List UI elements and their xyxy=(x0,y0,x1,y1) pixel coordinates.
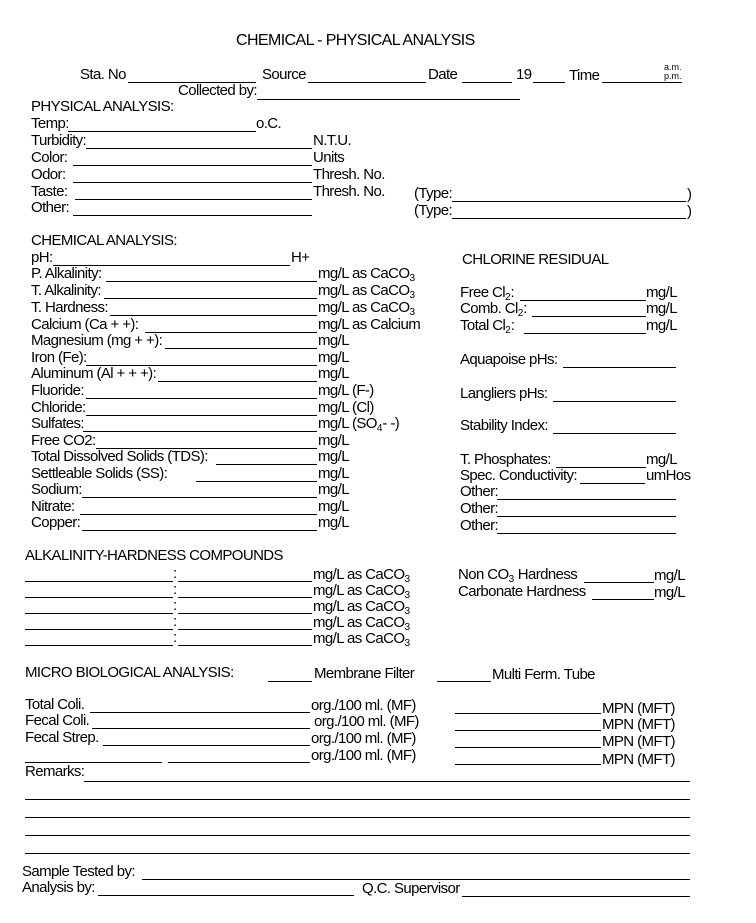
iron-unit: mg/L xyxy=(318,349,349,366)
odor-label: Odor: xyxy=(31,166,66,183)
type-line-1[interactable] xyxy=(452,201,686,202)
other-label: Other: xyxy=(31,199,70,216)
t-alkalinity-label: T. Alkalinity: xyxy=(31,282,101,299)
remarks-line-1[interactable] xyxy=(84,781,690,782)
other-line-2[interactable] xyxy=(497,516,676,517)
carbonate-line[interactable] xyxy=(592,599,654,600)
total-coli-mpn-line[interactable] xyxy=(455,713,601,714)
total-coli-mpn: MPN (MFT) xyxy=(602,700,675,717)
carbonate-unit: mg/L xyxy=(654,584,685,601)
calcium-label: Calcium (Ca + +): xyxy=(31,316,139,333)
langliers-label: Langliers pHs: xyxy=(460,385,548,402)
sodium-line[interactable] xyxy=(82,497,317,498)
temp-line[interactable] xyxy=(68,131,256,132)
color-label: Color: xyxy=(31,149,68,166)
fecal-strep-label: Fecal Strep. xyxy=(25,729,99,746)
chloride-label: Chloride: xyxy=(31,399,86,416)
chlorine-heading: CHLORINE RESIDUAL xyxy=(462,251,609,268)
t-phosphates-unit: mg/L xyxy=(646,451,677,468)
magnesium-label: Magnesium (mg + +): xyxy=(31,332,163,349)
year-label: 19 xyxy=(516,66,532,83)
year-line[interactable] xyxy=(533,82,565,83)
free-cl2-unit: mg/L xyxy=(646,284,677,301)
sulfates-unit: mg/L ($SO_4-$ -) xyxy=(318,415,400,434)
other-label-3: Other: xyxy=(460,517,499,534)
taste-line[interactable] xyxy=(75,199,312,200)
time-line[interactable] xyxy=(602,82,682,83)
ss-label: Settleable Solids (SS): xyxy=(31,465,168,482)
non-co3-label: Non $CO_3$ Hardness xyxy=(458,566,578,585)
taste-unit: Thresh. No. xyxy=(313,183,385,200)
ss-line[interactable] xyxy=(196,481,317,482)
remarks-line-5[interactable] xyxy=(25,853,690,854)
t-phosphates-label: T. Phosphates: xyxy=(460,451,551,468)
p-alkalinity-label: P. Alkalinity: xyxy=(31,265,102,282)
aluminum-unit: mg/L xyxy=(318,365,349,382)
type-line-2[interactable] xyxy=(452,218,686,219)
alk-hard-heading: ALKALINITY-HARDNESS COMPOUNDS xyxy=(25,547,283,564)
carbonate-label: Carbonate Hardness xyxy=(458,583,586,600)
other-line-3[interactable] xyxy=(497,533,676,534)
type-label-1: (Type: xyxy=(414,185,453,202)
magnesium-unit: mg/L xyxy=(318,332,349,349)
compound-colon-5: : xyxy=(173,629,177,646)
sulfates-line[interactable] xyxy=(83,431,317,432)
langliers-line[interactable] xyxy=(553,401,676,402)
odor-unit: Thresh. No. xyxy=(313,166,385,183)
comb-cl2-unit: mg/L xyxy=(646,300,677,317)
sodium-label: Sodium: xyxy=(31,481,82,498)
compound-unit-4: mg/L as CaCO$_3$ xyxy=(313,614,411,633)
total-coli-label: Total Coli. xyxy=(25,696,85,713)
remarks-line-3[interactable] xyxy=(25,817,690,818)
pm-label: p.m. xyxy=(664,71,682,81)
compound-line-4b[interactable] xyxy=(178,629,312,630)
compound-line-5a[interactable] xyxy=(25,645,173,646)
magnesium-line[interactable] xyxy=(165,348,317,349)
compound-colon-1: : xyxy=(173,565,177,582)
type-close-2: ) xyxy=(687,203,692,220)
multi-line[interactable] xyxy=(437,681,491,682)
aquapoise-line[interactable] xyxy=(563,367,676,368)
p-alkalinity-unit: mg/L as CaCO$_3$ xyxy=(318,265,416,284)
compound-unit-2: mg/L as CaCO$_3$ xyxy=(313,582,411,601)
tds-unit: mg/L xyxy=(318,448,349,465)
turbidity-label: Turbidity: xyxy=(31,132,87,149)
fecal-strep-unit: org./100 ml. (MF) xyxy=(311,730,416,747)
compound-line-2b[interactable] xyxy=(178,597,312,598)
remarks-line-4[interactable] xyxy=(25,835,690,836)
membrane-label: Membrane Filter xyxy=(314,665,415,682)
time-label: Time xyxy=(569,67,600,84)
blank-row-unit: org./100 ml. (MF) xyxy=(311,747,416,764)
spec-cond-line[interactable] xyxy=(580,483,645,484)
fecal-strep-mpn-line[interactable] xyxy=(455,747,601,748)
comb-cl2-line[interactable] xyxy=(532,316,646,317)
sodium-unit: mg/L xyxy=(318,481,349,498)
t-hardness-label: T. Hardness: xyxy=(31,299,108,316)
fecal-coli-unit: org./100 ml. (MF) xyxy=(314,713,419,730)
type-close-1: ) xyxy=(687,186,692,203)
odor-line[interactable] xyxy=(73,182,312,183)
sulfates-label: Sulfates: xyxy=(31,415,84,432)
t-alkalinity-line[interactable] xyxy=(104,298,317,299)
aluminum-label: Aluminum (Al + + +): xyxy=(31,365,157,382)
compound-unit-3: mg/L as CaCO$_3$ xyxy=(313,598,411,617)
free-cl2-label: Free $Cl_2$: xyxy=(460,284,515,303)
fecal-coli-line[interactable] xyxy=(92,728,310,729)
other-line-1[interactable] xyxy=(497,499,676,500)
free-co2-label: Free CO2: xyxy=(31,432,96,449)
compound-line-3a[interactable] xyxy=(25,613,173,614)
t-hardness-unit: mg/L as CaCO$_3$ xyxy=(318,299,416,318)
physical-heading: PHYSICAL ANALYSIS: xyxy=(31,98,174,115)
qc-supervisor-line[interactable] xyxy=(462,896,690,897)
qc-supervisor-label: Q.C. Supervisor xyxy=(362,880,460,897)
total-cl2-label: Total $Cl_2$: xyxy=(460,317,515,336)
calcium-unit: mg/L as Calcium xyxy=(318,316,421,333)
page-title: CHEMICAL - PHYSICAL ANALYSIS xyxy=(236,32,475,49)
compound-colon-2: : xyxy=(173,581,177,598)
aquapoise-label: Aquapoise pHs: xyxy=(460,351,558,368)
ph-unit: H+ xyxy=(291,249,310,266)
other-line[interactable] xyxy=(73,215,312,216)
total-coli-unit: org./100 ml. (MF) xyxy=(311,697,416,714)
stability-line[interactable] xyxy=(553,433,676,434)
nitrate-line[interactable] xyxy=(80,514,317,515)
total-coli-line[interactable] xyxy=(90,712,310,713)
membrane-line[interactable] xyxy=(268,681,312,682)
date-label: Date xyxy=(428,66,458,83)
tds-label: Total Dissolved Solids (TDS): xyxy=(31,448,208,465)
t-hardness-line[interactable] xyxy=(110,315,317,316)
copper-unit: mg/L xyxy=(318,514,349,531)
taste-label: Taste: xyxy=(31,183,68,200)
total-cl2-line[interactable] xyxy=(524,333,646,334)
spec-cond-label: Spec. Conductivity: xyxy=(460,467,577,484)
compound-line-5b[interactable] xyxy=(178,645,312,646)
collected-by-line[interactable] xyxy=(257,99,520,100)
micro-heading: MICRO BIOLOGICAL ANALYSIS: xyxy=(25,664,234,681)
sta-no-label: Sta. No xyxy=(80,66,126,83)
iron-label: Iron (Fe): xyxy=(31,349,87,366)
fecal-coli-mpn-line[interactable] xyxy=(455,730,601,731)
compound-unit-5: mg/L as CaCO$_3$ xyxy=(313,630,411,649)
sample-tested-label: Sample Tested by: xyxy=(22,863,135,880)
non-co3-unit: mg/L xyxy=(654,567,685,584)
compound-line-4a[interactable] xyxy=(25,629,173,630)
other-label-1: Other: xyxy=(460,483,499,500)
compound-colon-4: : xyxy=(173,613,177,630)
other-label-2: Other: xyxy=(460,500,499,517)
fluoride-line[interactable] xyxy=(86,398,317,399)
ph-label: pH: xyxy=(31,249,53,266)
copper-line[interactable] xyxy=(82,530,317,531)
blank-row-mpn-line[interactable] xyxy=(455,764,601,765)
compound-line-2a[interactable] xyxy=(25,597,173,598)
total-cl2-unit: mg/L xyxy=(646,317,677,334)
fecal-coli-mpn: MPN (MFT) xyxy=(602,716,675,733)
tds-line[interactable] xyxy=(216,464,317,465)
blank-row-mpn: MPN (MFT) xyxy=(602,751,675,768)
nitrate-unit: mg/L xyxy=(318,498,349,515)
fluoride-unit: mg/L (F-) xyxy=(318,382,374,399)
free-co2-unit: mg/L xyxy=(318,432,349,449)
spec-cond-unit: umHos xyxy=(646,467,691,484)
source-label: Source xyxy=(262,66,306,83)
compound-unit-1: mg/L as CaCO$_3$ xyxy=(313,566,411,585)
remarks-line-2[interactable] xyxy=(25,799,690,800)
analysis-by-line[interactable] xyxy=(98,895,354,896)
ss-unit: mg/L xyxy=(318,465,349,482)
comb-cl2-label: Comb. $Cl_2$: xyxy=(460,300,527,319)
turbidity-unit: N.T.U. xyxy=(313,132,352,149)
stability-label: Stability Index: xyxy=(460,417,548,434)
blank-row-line-b[interactable] xyxy=(168,762,310,763)
compound-line-3b[interactable] xyxy=(178,613,312,614)
analysis-by-label: Analysis by: xyxy=(22,879,95,896)
non-co3-line[interactable] xyxy=(584,582,654,583)
remarks-label: Remarks: xyxy=(25,763,85,780)
chemical-heading: CHEMICAL ANALYSIS: xyxy=(31,232,177,249)
collected-by-label: Collected by: xyxy=(178,82,257,99)
am-label: a.m. xyxy=(664,62,682,72)
temp-label: Temp: xyxy=(31,115,69,132)
aluminum-line[interactable] xyxy=(158,381,317,382)
turbidity-line[interactable] xyxy=(86,148,312,149)
fecal-coli-label: Fecal Coli. xyxy=(25,712,90,729)
fecal-strep-line[interactable] xyxy=(103,745,310,746)
compound-line-1b[interactable] xyxy=(178,581,312,582)
date-line[interactable] xyxy=(462,82,512,83)
chloride-unit: mg/L (Cl) xyxy=(318,399,374,416)
nitrate-label: Nitrate: xyxy=(31,498,75,515)
color-line[interactable] xyxy=(73,165,312,166)
fecal-strep-mpn: MPN (MFT) xyxy=(602,733,675,750)
chloride-line[interactable] xyxy=(86,415,317,416)
compound-colon-3: : xyxy=(173,597,177,614)
fluoride-label: Fluoride: xyxy=(31,382,84,399)
p-alkalinity-line[interactable] xyxy=(106,281,317,282)
calcium-line[interactable] xyxy=(145,332,317,333)
temp-unit: o.C. xyxy=(256,115,282,132)
compound-line-1a[interactable] xyxy=(25,581,173,582)
copper-label: Copper: xyxy=(31,514,81,531)
source-line[interactable] xyxy=(308,82,426,83)
type-label-2: (Type: xyxy=(414,202,453,219)
color-unit: Units xyxy=(313,149,345,166)
multi-label: Multi Ferm. Tube xyxy=(492,666,595,683)
free-cl2-line[interactable] xyxy=(520,300,646,301)
t-alkalinity-unit: mg/L as CaCO$_3$ xyxy=(318,282,416,301)
